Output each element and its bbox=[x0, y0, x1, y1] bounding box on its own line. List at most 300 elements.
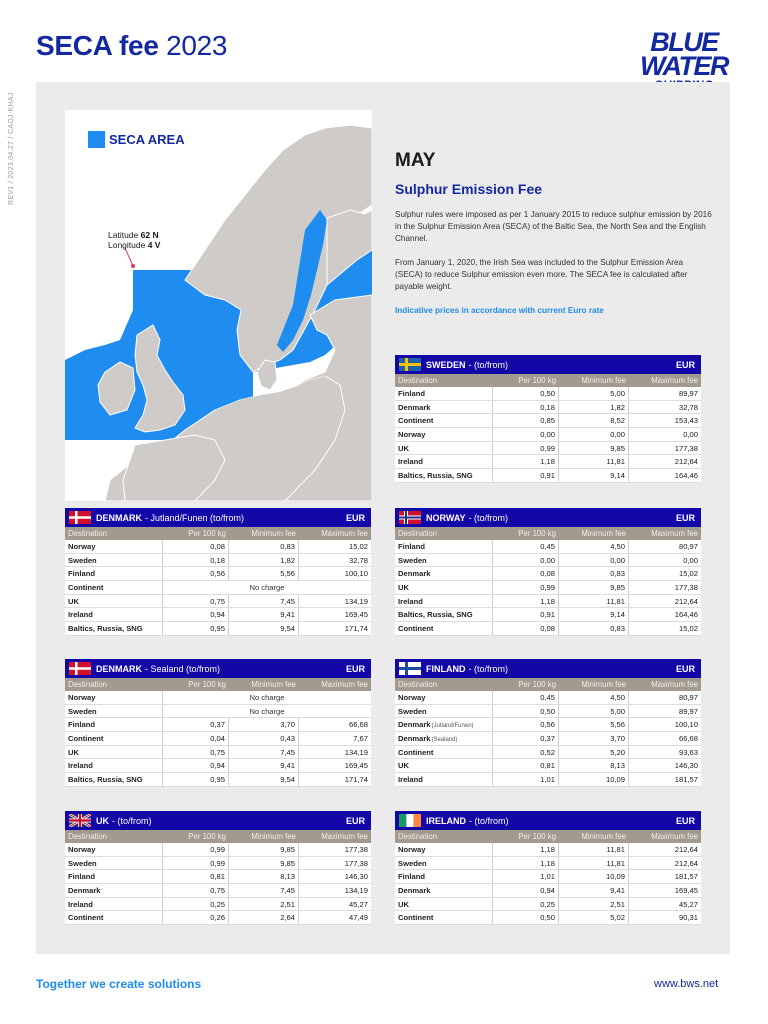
per-100kg-cell: 0,85 bbox=[493, 414, 559, 427]
table-row bbox=[65, 773, 371, 787]
table-row bbox=[395, 567, 701, 581]
destination-name: Sweden bbox=[68, 555, 97, 565]
destination-cell bbox=[65, 759, 163, 772]
table-row bbox=[65, 608, 371, 622]
column-header: Destination bbox=[68, 680, 108, 689]
minimum-fee-cell: 9,85 bbox=[559, 442, 629, 455]
minimum-fee-cell: 4,50 bbox=[559, 691, 629, 704]
currency-label: EUR bbox=[675, 512, 695, 523]
minimum-fee-cell: 9,54 bbox=[229, 773, 299, 786]
destination-cell bbox=[65, 843, 163, 856]
seca-legend-label: SECA AREA bbox=[109, 132, 185, 147]
per-100kg-cell: 0,99 bbox=[163, 857, 229, 870]
destination-cell bbox=[395, 732, 493, 745]
table-row bbox=[395, 898, 701, 912]
maximum-fee-cell: 212,64 bbox=[674, 457, 698, 467]
column-header: Minimum fee bbox=[581, 376, 626, 385]
table-row bbox=[65, 884, 371, 898]
denmark-flag-icon bbox=[69, 662, 91, 675]
minimum-fee-cell: 2,64 bbox=[229, 911, 299, 924]
uk-flag-icon bbox=[69, 814, 91, 827]
minimum-fee-cell: 9,14 bbox=[559, 608, 629, 621]
destination-name: Finland bbox=[398, 389, 425, 398]
per-100kg-cell: 0,18 bbox=[163, 554, 229, 567]
country-name: SWEDEN bbox=[426, 359, 466, 370]
maximum-fee-cell: 0,00 bbox=[683, 430, 698, 440]
column-headers bbox=[395, 678, 701, 691]
destination-name: Norway bbox=[68, 845, 96, 854]
country-name: IRELAND bbox=[426, 815, 466, 826]
currency-label: EUR bbox=[345, 663, 365, 674]
minimum-fee-cell: 1,82 bbox=[559, 401, 629, 414]
destination-name: Ireland bbox=[398, 775, 423, 785]
country-name: DENMARK bbox=[96, 663, 142, 674]
per-100kg-cell: 0,75 bbox=[163, 595, 229, 608]
maximum-fee-cell: 177,38 bbox=[674, 443, 698, 453]
column-header: Minimum fee bbox=[581, 680, 626, 689]
seca-swatch bbox=[88, 131, 105, 148]
destination-name: Denmark bbox=[398, 569, 431, 579]
table-row bbox=[65, 718, 371, 732]
per-100kg-cell: 0,50 bbox=[493, 705, 559, 718]
table-row bbox=[395, 746, 701, 760]
table-row bbox=[65, 691, 371, 705]
per-100kg-cell: 1,18 bbox=[493, 455, 559, 468]
destination-name: Denmark bbox=[398, 734, 431, 744]
maximum-fee-cell: 169,45 bbox=[344, 610, 368, 620]
column-header: Maximum fee bbox=[651, 376, 698, 385]
maximum-fee-cell: 45,27 bbox=[348, 899, 368, 909]
maximum-fee-cell: 47,49 bbox=[348, 913, 368, 923]
minimum-fee-cell: 9,41 bbox=[229, 759, 299, 772]
table-header bbox=[65, 659, 371, 678]
destination-cell bbox=[65, 898, 163, 911]
per-100kg-cell: 0,99 bbox=[163, 843, 229, 856]
minimum-fee-cell: 2,51 bbox=[229, 898, 299, 911]
table-row bbox=[395, 387, 701, 401]
norway-flag-icon bbox=[399, 511, 421, 524]
destination-name: UK bbox=[398, 583, 409, 593]
minimum-fee-cell: 3,70 bbox=[229, 718, 299, 731]
table-row bbox=[395, 455, 701, 469]
destination-cell bbox=[65, 595, 163, 608]
logo-line-2: WATER bbox=[640, 51, 728, 82]
column-header: Maximum fee bbox=[651, 832, 698, 841]
seca-map bbox=[65, 110, 372, 501]
column-header: Maximum fee bbox=[321, 529, 368, 538]
destination-cell bbox=[65, 691, 163, 704]
destination-name: UK bbox=[68, 596, 79, 606]
per-100kg-cell: 1,18 bbox=[493, 843, 559, 856]
table-row bbox=[395, 608, 701, 622]
maximum-fee-cell: 181,57 bbox=[674, 872, 698, 882]
minimum-fee-cell: 0,00 bbox=[559, 554, 629, 567]
destination-cell bbox=[65, 581, 163, 594]
per-100kg-cell: 0,95 bbox=[163, 622, 229, 635]
column-header: Per 100 kg bbox=[518, 529, 556, 538]
no-charge-cell: No charge bbox=[249, 693, 285, 702]
minimum-fee-cell: 0,83 bbox=[559, 622, 629, 635]
table-row bbox=[395, 469, 701, 483]
minimum-fee-cell: 11,81 bbox=[559, 843, 629, 856]
table-row bbox=[395, 870, 701, 884]
destination-name: Finland bbox=[68, 720, 95, 730]
destination-name: Denmark bbox=[398, 402, 431, 412]
maximum-fee-cell: 32,78 bbox=[348, 555, 368, 565]
destination-name: Ireland bbox=[398, 457, 423, 467]
table-row bbox=[65, 843, 371, 857]
footer-website-link[interactable]: www.bws.net bbox=[654, 978, 719, 990]
column-header: Minimum fee bbox=[251, 832, 296, 841]
destination-cell bbox=[395, 691, 493, 704]
route-label: - (to/from) bbox=[468, 663, 508, 674]
minimum-fee-cell: 9,41 bbox=[229, 608, 299, 621]
minimum-fee-cell: 8,52 bbox=[559, 414, 629, 427]
minimum-fee-cell: 5,56 bbox=[229, 567, 299, 580]
per-100kg-cell: 0,50 bbox=[493, 387, 559, 400]
minimum-fee-cell: 9,85 bbox=[229, 843, 299, 856]
destination-name: Norway bbox=[68, 693, 96, 702]
destination-name: Finland bbox=[398, 542, 425, 551]
maximum-fee-cell: 212,64 bbox=[674, 858, 698, 868]
maximum-fee-cell: 134,19 bbox=[344, 886, 368, 896]
destination-cell bbox=[65, 540, 163, 553]
minimum-fee-cell: 11,81 bbox=[559, 455, 629, 468]
destination-cell bbox=[395, 746, 493, 759]
per-100kg-cell: 0,75 bbox=[163, 746, 229, 759]
finland-fee-table bbox=[395, 659, 701, 787]
per-100kg-cell: 0,81 bbox=[163, 870, 229, 883]
table-header bbox=[65, 508, 371, 527]
maximum-fee-cell: 181,57 bbox=[674, 775, 698, 785]
column-header: Destination bbox=[68, 529, 108, 538]
column-headers bbox=[65, 678, 371, 691]
per-100kg-cell: 0,18 bbox=[493, 401, 559, 414]
minimum-fee-cell: 0,83 bbox=[559, 567, 629, 580]
currency-label: EUR bbox=[675, 359, 695, 370]
destination-cell bbox=[395, 870, 493, 883]
table-row bbox=[395, 691, 701, 705]
table-row bbox=[65, 732, 371, 746]
per-100kg-cell: 0,52 bbox=[493, 746, 559, 759]
column-header: Destination bbox=[398, 832, 438, 841]
maximum-fee-cell: 45,27 bbox=[678, 899, 698, 909]
denmark-flag-icon bbox=[69, 511, 91, 524]
maximum-fee-cell: 164,46 bbox=[674, 610, 698, 620]
destination-name: Norway bbox=[68, 542, 96, 551]
table-row bbox=[65, 581, 371, 595]
destination-cell bbox=[395, 911, 493, 924]
minimum-fee-cell: 7,45 bbox=[229, 746, 299, 759]
destination-name: Continent bbox=[398, 747, 434, 757]
table-row bbox=[395, 442, 701, 456]
maximum-fee-cell: 89,97 bbox=[678, 389, 698, 398]
minimum-fee-cell: 9,54 bbox=[229, 622, 299, 635]
destination-name: Ireland bbox=[68, 610, 93, 620]
destination-note: (Jutland/Funen) bbox=[431, 723, 474, 730]
column-header: Maximum fee bbox=[321, 832, 368, 841]
per-100kg-cell: 0,08 bbox=[493, 622, 559, 635]
country-name: FINLAND bbox=[426, 663, 466, 674]
destination-cell bbox=[395, 843, 493, 856]
destination-name: Baltics, Russia, SNG bbox=[398, 471, 473, 481]
irish-sea-paragraph: From January 1, 2020, the Irish Sea was included to the Sulphur Emission Area (SECA) to reduce Sulphur emission even more. The SECA fee is calculated after payable weight. bbox=[395, 258, 688, 291]
column-header: Minimum fee bbox=[581, 832, 626, 841]
minimum-fee-cell: 10,09 bbox=[559, 773, 629, 786]
per-100kg-cell: 0,25 bbox=[493, 898, 559, 911]
currency-label: EUR bbox=[345, 815, 365, 826]
per-100kg-cell: 0,99 bbox=[493, 581, 559, 594]
per-100kg-cell: 0,95 bbox=[163, 773, 229, 786]
ireland-fee-table bbox=[395, 811, 701, 925]
maximum-fee-cell: 90,31 bbox=[678, 913, 698, 923]
destination-name: Norway bbox=[398, 693, 426, 702]
route-label: - (to/from) bbox=[468, 512, 509, 523]
no-charge-cell: No charge bbox=[249, 706, 285, 716]
destination-name: Denmark bbox=[68, 886, 101, 896]
maximum-fee-cell: 93,63 bbox=[678, 747, 698, 757]
table-row bbox=[65, 898, 371, 912]
sweden-flag-icon bbox=[399, 358, 421, 371]
destination-cell bbox=[395, 442, 493, 455]
table-row bbox=[395, 843, 701, 857]
destination-name: Baltics, Russia, SNG bbox=[68, 775, 143, 785]
destination-name: Sweden bbox=[68, 858, 97, 868]
column-header: Per 100 kg bbox=[518, 832, 556, 841]
table-row bbox=[65, 857, 371, 871]
table-row bbox=[395, 718, 701, 732]
section-subtitle: Sulphur Emission Fee bbox=[395, 181, 543, 197]
maximum-fee-cell: 32,78 bbox=[678, 402, 698, 412]
minimum-fee-cell: 7,45 bbox=[229, 884, 299, 897]
sweden-fee-table bbox=[395, 355, 701, 483]
destination-cell bbox=[395, 414, 493, 427]
maximum-fee-cell: 66,68 bbox=[348, 720, 368, 730]
destination-cell bbox=[395, 387, 493, 400]
route-label: - (to/from) bbox=[469, 815, 509, 826]
destination-name: Norway bbox=[398, 430, 426, 440]
country-name: NORWAY bbox=[426, 512, 466, 523]
column-headers bbox=[65, 830, 371, 843]
column-header: Minimum fee bbox=[251, 680, 296, 689]
destination-name: Norway bbox=[398, 845, 426, 854]
maximum-fee-cell: 89,97 bbox=[678, 706, 698, 716]
maximum-fee-cell: 171,74 bbox=[344, 775, 368, 785]
per-100kg-cell: 1,01 bbox=[493, 870, 559, 883]
per-100kg-cell: 0,91 bbox=[493, 608, 559, 621]
per-100kg-cell: 1,01 bbox=[493, 773, 559, 786]
no-charge-cell: No charge bbox=[249, 583, 285, 593]
destination-name: Baltics, Russia, SNG bbox=[398, 610, 473, 620]
minimum-fee-cell: 9,14 bbox=[559, 469, 629, 482]
coordinate-label bbox=[108, 230, 160, 250]
destination-name: Continent bbox=[68, 734, 104, 744]
table-row bbox=[65, 540, 371, 554]
destination-cell bbox=[65, 746, 163, 759]
table-row bbox=[395, 911, 701, 925]
seca-legend bbox=[88, 131, 185, 148]
minimum-fee-cell: 5,02 bbox=[559, 911, 629, 924]
column-header: Maximum fee bbox=[651, 680, 698, 689]
table-row bbox=[65, 705, 371, 719]
norway-fee-table bbox=[395, 508, 701, 636]
per-100kg-cell: 0,37 bbox=[163, 718, 229, 731]
maximum-fee-cell: 146,30 bbox=[344, 872, 368, 882]
destination-cell bbox=[395, 595, 493, 608]
table-row bbox=[395, 540, 701, 554]
minimum-fee-cell: 11,81 bbox=[559, 857, 629, 870]
maximum-fee-cell: 212,64 bbox=[674, 596, 698, 606]
minimum-fee-cell: 9,85 bbox=[229, 857, 299, 870]
table-header bbox=[395, 355, 701, 374]
column-header: Destination bbox=[68, 832, 108, 841]
route-label: - (to/from) bbox=[468, 359, 509, 370]
minimum-fee-cell: 5,00 bbox=[559, 387, 629, 400]
maximum-fee-cell: 212,64 bbox=[674, 845, 698, 854]
longitude-value: 4 V bbox=[147, 240, 161, 250]
minimum-fee-cell: 5,00 bbox=[559, 705, 629, 718]
column-header: Destination bbox=[398, 529, 438, 538]
destination-name: Ireland bbox=[398, 596, 423, 606]
indicative-note: Indicative prices in accordance with current Euro rate bbox=[395, 306, 604, 315]
maximum-fee-cell: 164,46 bbox=[674, 471, 698, 481]
title-year: 2023 bbox=[166, 30, 228, 61]
destination-cell bbox=[395, 898, 493, 911]
footer-tagline: Together we create solutions bbox=[36, 977, 202, 991]
destination-name: Continent bbox=[68, 913, 104, 923]
destination-cell bbox=[395, 759, 493, 772]
column-header: Per 100 kg bbox=[518, 680, 556, 689]
route-label: - Sealand (to/from) bbox=[145, 663, 221, 674]
minimum-fee-cell: 5,56 bbox=[559, 718, 629, 731]
minimum-fee-cell: 0,00 bbox=[559, 428, 629, 441]
per-100kg-cell: 0,04 bbox=[163, 732, 229, 745]
destination-cell bbox=[395, 857, 493, 870]
per-100kg-cell: 0,08 bbox=[493, 567, 559, 580]
destination-name: Ireland bbox=[68, 761, 93, 771]
destination-cell bbox=[65, 870, 163, 883]
per-100kg-cell: 0,00 bbox=[493, 428, 559, 441]
finland-flag-icon bbox=[399, 662, 421, 675]
column-header: Minimum fee bbox=[581, 529, 626, 538]
table-row bbox=[395, 705, 701, 719]
destination-name: Continent bbox=[398, 624, 434, 634]
maximum-fee-cell: 146,30 bbox=[674, 761, 698, 771]
destination-name: Finland bbox=[68, 569, 95, 579]
destination-cell bbox=[395, 705, 493, 718]
destination-cell bbox=[395, 554, 493, 567]
per-100kg-cell: 0,99 bbox=[493, 442, 559, 455]
currency-label: EUR bbox=[675, 815, 695, 826]
per-100kg-cell: 0,45 bbox=[493, 540, 559, 553]
destination-cell bbox=[395, 718, 493, 731]
destination-cell bbox=[65, 567, 163, 580]
table-row bbox=[395, 595, 701, 609]
per-100kg-cell: 0,08 bbox=[163, 540, 229, 553]
per-100kg-cell: 0,50 bbox=[493, 911, 559, 924]
per-100kg-cell: 0,56 bbox=[163, 567, 229, 580]
per-100kg-cell: 0,25 bbox=[163, 898, 229, 911]
destination-cell bbox=[65, 622, 163, 635]
table-header bbox=[395, 508, 701, 527]
maximum-fee-cell: 80,97 bbox=[678, 542, 698, 551]
destination-cell bbox=[395, 455, 493, 468]
destination-cell bbox=[65, 732, 163, 745]
maximum-fee-cell: 15,02 bbox=[678, 569, 698, 579]
destination-note: (Sealand) bbox=[431, 737, 458, 744]
maximum-fee-cell: 177,38 bbox=[674, 583, 698, 593]
maximum-fee-cell: 66,68 bbox=[678, 734, 698, 744]
table-row bbox=[395, 401, 701, 415]
minimum-fee-cell: 3,70 bbox=[559, 732, 629, 745]
maximum-fee-cell: 171,74 bbox=[344, 624, 368, 634]
table-row bbox=[65, 759, 371, 773]
destination-name: Sweden bbox=[398, 555, 427, 565]
maximum-fee-cell: 134,19 bbox=[344, 747, 368, 757]
minimum-fee-cell: 0,43 bbox=[229, 732, 299, 745]
maximum-fee-cell: 177,38 bbox=[344, 845, 368, 854]
column-header: Maximum fee bbox=[321, 680, 368, 689]
destination-name: Sweden bbox=[68, 706, 97, 716]
table-header bbox=[65, 811, 371, 830]
table-row bbox=[395, 732, 701, 746]
latitude-value: 62 N bbox=[140, 230, 159, 240]
maximum-fee-cell: 100,10 bbox=[344, 569, 368, 579]
column-headers bbox=[65, 527, 371, 540]
table-row bbox=[65, 911, 371, 925]
destination-name: UK bbox=[398, 761, 409, 771]
route-label: - (to/from) bbox=[112, 815, 152, 826]
column-header: Per 100 kg bbox=[188, 680, 226, 689]
table-row bbox=[65, 567, 371, 581]
destination-cell bbox=[65, 705, 163, 718]
table-row bbox=[65, 870, 371, 884]
currency-label: EUR bbox=[345, 512, 365, 523]
month-heading: MAY bbox=[395, 150, 436, 171]
table-row bbox=[65, 622, 371, 636]
table-row bbox=[395, 759, 701, 773]
destination-cell bbox=[395, 884, 493, 897]
latitude-label: Latitude bbox=[108, 230, 139, 240]
destination-name: Continent bbox=[68, 583, 104, 593]
denmark-sealand-fee-table bbox=[65, 659, 371, 787]
minimum-fee-cell: 9,85 bbox=[559, 581, 629, 594]
minimum-fee-cell: 8,13 bbox=[559, 759, 629, 772]
denmark-jutland-fee-table bbox=[65, 508, 371, 636]
table-row bbox=[395, 581, 701, 595]
destination-cell bbox=[65, 554, 163, 567]
per-100kg-cell: 0,94 bbox=[163, 608, 229, 621]
column-headers bbox=[395, 374, 701, 387]
table-row bbox=[65, 595, 371, 609]
maximum-fee-cell: 169,45 bbox=[344, 761, 368, 771]
page-title bbox=[36, 30, 227, 62]
column-header: Per 100 kg bbox=[518, 376, 556, 385]
minimum-fee-cell: 0,83 bbox=[229, 540, 299, 553]
minimum-fee-cell: 7,45 bbox=[229, 595, 299, 608]
minimum-fee-cell: 5,20 bbox=[559, 746, 629, 759]
maximum-fee-cell: 177,38 bbox=[344, 858, 368, 868]
maximum-fee-cell: 15,02 bbox=[678, 624, 698, 634]
per-100kg-cell: 0,26 bbox=[163, 911, 229, 924]
destination-name: UK bbox=[398, 443, 409, 453]
maximum-fee-cell: 0,00 bbox=[683, 555, 698, 565]
column-header: Per 100 kg bbox=[188, 832, 226, 841]
destination-cell bbox=[395, 401, 493, 414]
minimum-fee-cell: 1,82 bbox=[229, 554, 299, 567]
destination-name: Continent bbox=[398, 416, 434, 426]
destination-name: Finland bbox=[398, 872, 425, 882]
